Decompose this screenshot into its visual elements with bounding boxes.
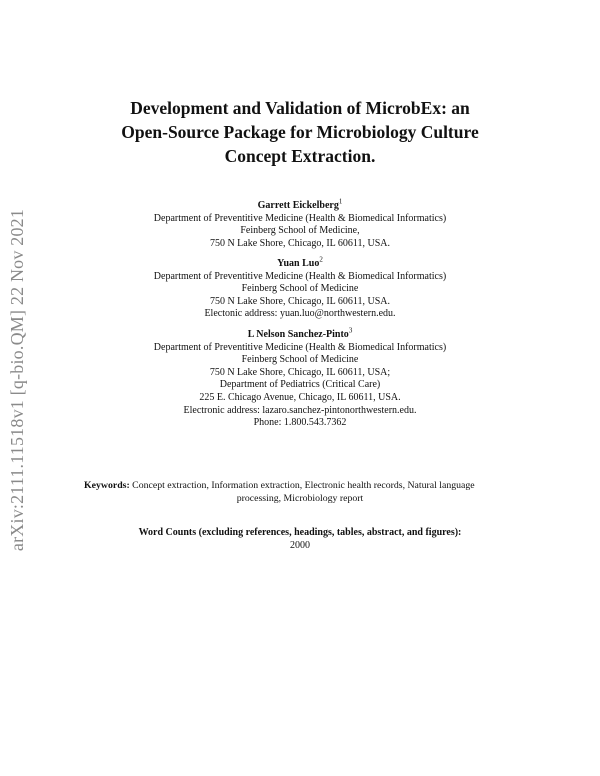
affiliation-line: 750 N Lake Shore, Chicago, IL 60611, USA; bbox=[209, 366, 391, 378]
affiliation-line: Department of Preventitive Medicine (Health & Biomedical Informatics) bbox=[153, 270, 447, 282]
affiliation-line: 225 E. Chicago Avenue, Chicago, IL 60611, USA. bbox=[199, 391, 401, 403]
author-name-text: Yuan Luo bbox=[277, 258, 320, 269]
author-name bbox=[80, 255, 520, 271]
author-affiliation-marker: 2 bbox=[319, 255, 323, 264]
author-affiliation-marker: 3 bbox=[348, 326, 353, 335]
affiliation-line: 750 N Lake Shore, Chicago, IL 60611, USA. bbox=[209, 237, 391, 249]
title-line-1: Development and Validation of MicrobEx: an bbox=[130, 98, 470, 118]
author-block-2 bbox=[80, 255, 520, 321]
author-name-text: Garrett Eickelberg bbox=[257, 200, 339, 211]
author-block-3 bbox=[80, 326, 520, 430]
arxiv-identifier-stamp bbox=[7, 190, 27, 570]
keywords-line-2: processing, Microbiology report bbox=[236, 492, 364, 504]
keywords-section bbox=[84, 480, 516, 505]
author-name-text: L Nelson Sanchez-Pinto bbox=[247, 329, 349, 340]
affiliation-line: Department of Preventitive Medicine (Health & Biomedical Informatics) bbox=[153, 341, 447, 353]
affiliation-line: Feinberg School of Medicine bbox=[241, 283, 359, 295]
affiliation-line: Feinberg School of Medicine bbox=[241, 354, 359, 366]
paper-title bbox=[60, 96, 540, 168]
affiliation-line: Electronic address: lazaro.sanchez-pintonorthwestern.edu. bbox=[183, 404, 417, 416]
keywords-label: Keywords: bbox=[84, 480, 130, 491]
word-count-label: Word Counts (excluding references, headings, tables, abstract, and figures): bbox=[138, 527, 462, 538]
author-affiliation-marker: 1 bbox=[338, 197, 343, 206]
author-block-1 bbox=[80, 197, 520, 250]
affiliation-line: Feinberg School of Medicine, bbox=[240, 225, 360, 237]
title-line-2: Open-Source Package for Microbiology Culture bbox=[121, 122, 479, 142]
title-line-3: Concept Extraction. bbox=[224, 146, 376, 166]
author-name bbox=[80, 197, 520, 213]
keywords-text: Concept extraction, Information extraction, Electronic health records, Natural language bbox=[132, 480, 475, 491]
affiliation-line: Phone: 1.800.543.7362 bbox=[253, 417, 347, 429]
affiliation-line: 750 N Lake Shore, Chicago, IL 60611, USA. bbox=[209, 295, 391, 307]
word-count-section bbox=[80, 527, 520, 552]
word-count-value: 2000 bbox=[290, 539, 310, 551]
affiliation-line: Department of Preventitive Medicine (Health & Biomedical Informatics) bbox=[153, 212, 447, 224]
affiliation-line: Department of Pediatrics (Critical Care) bbox=[219, 379, 381, 391]
arxiv-identifier-text: arXiv:2111.11518v1 [q-bio.QM] 22 Nov 2021 bbox=[7, 208, 27, 552]
keywords-line-1 bbox=[84, 480, 516, 493]
affiliation-line: Electonic address: yuan.luo@northwestern.edu. bbox=[204, 308, 396, 320]
author-name bbox=[80, 326, 520, 342]
